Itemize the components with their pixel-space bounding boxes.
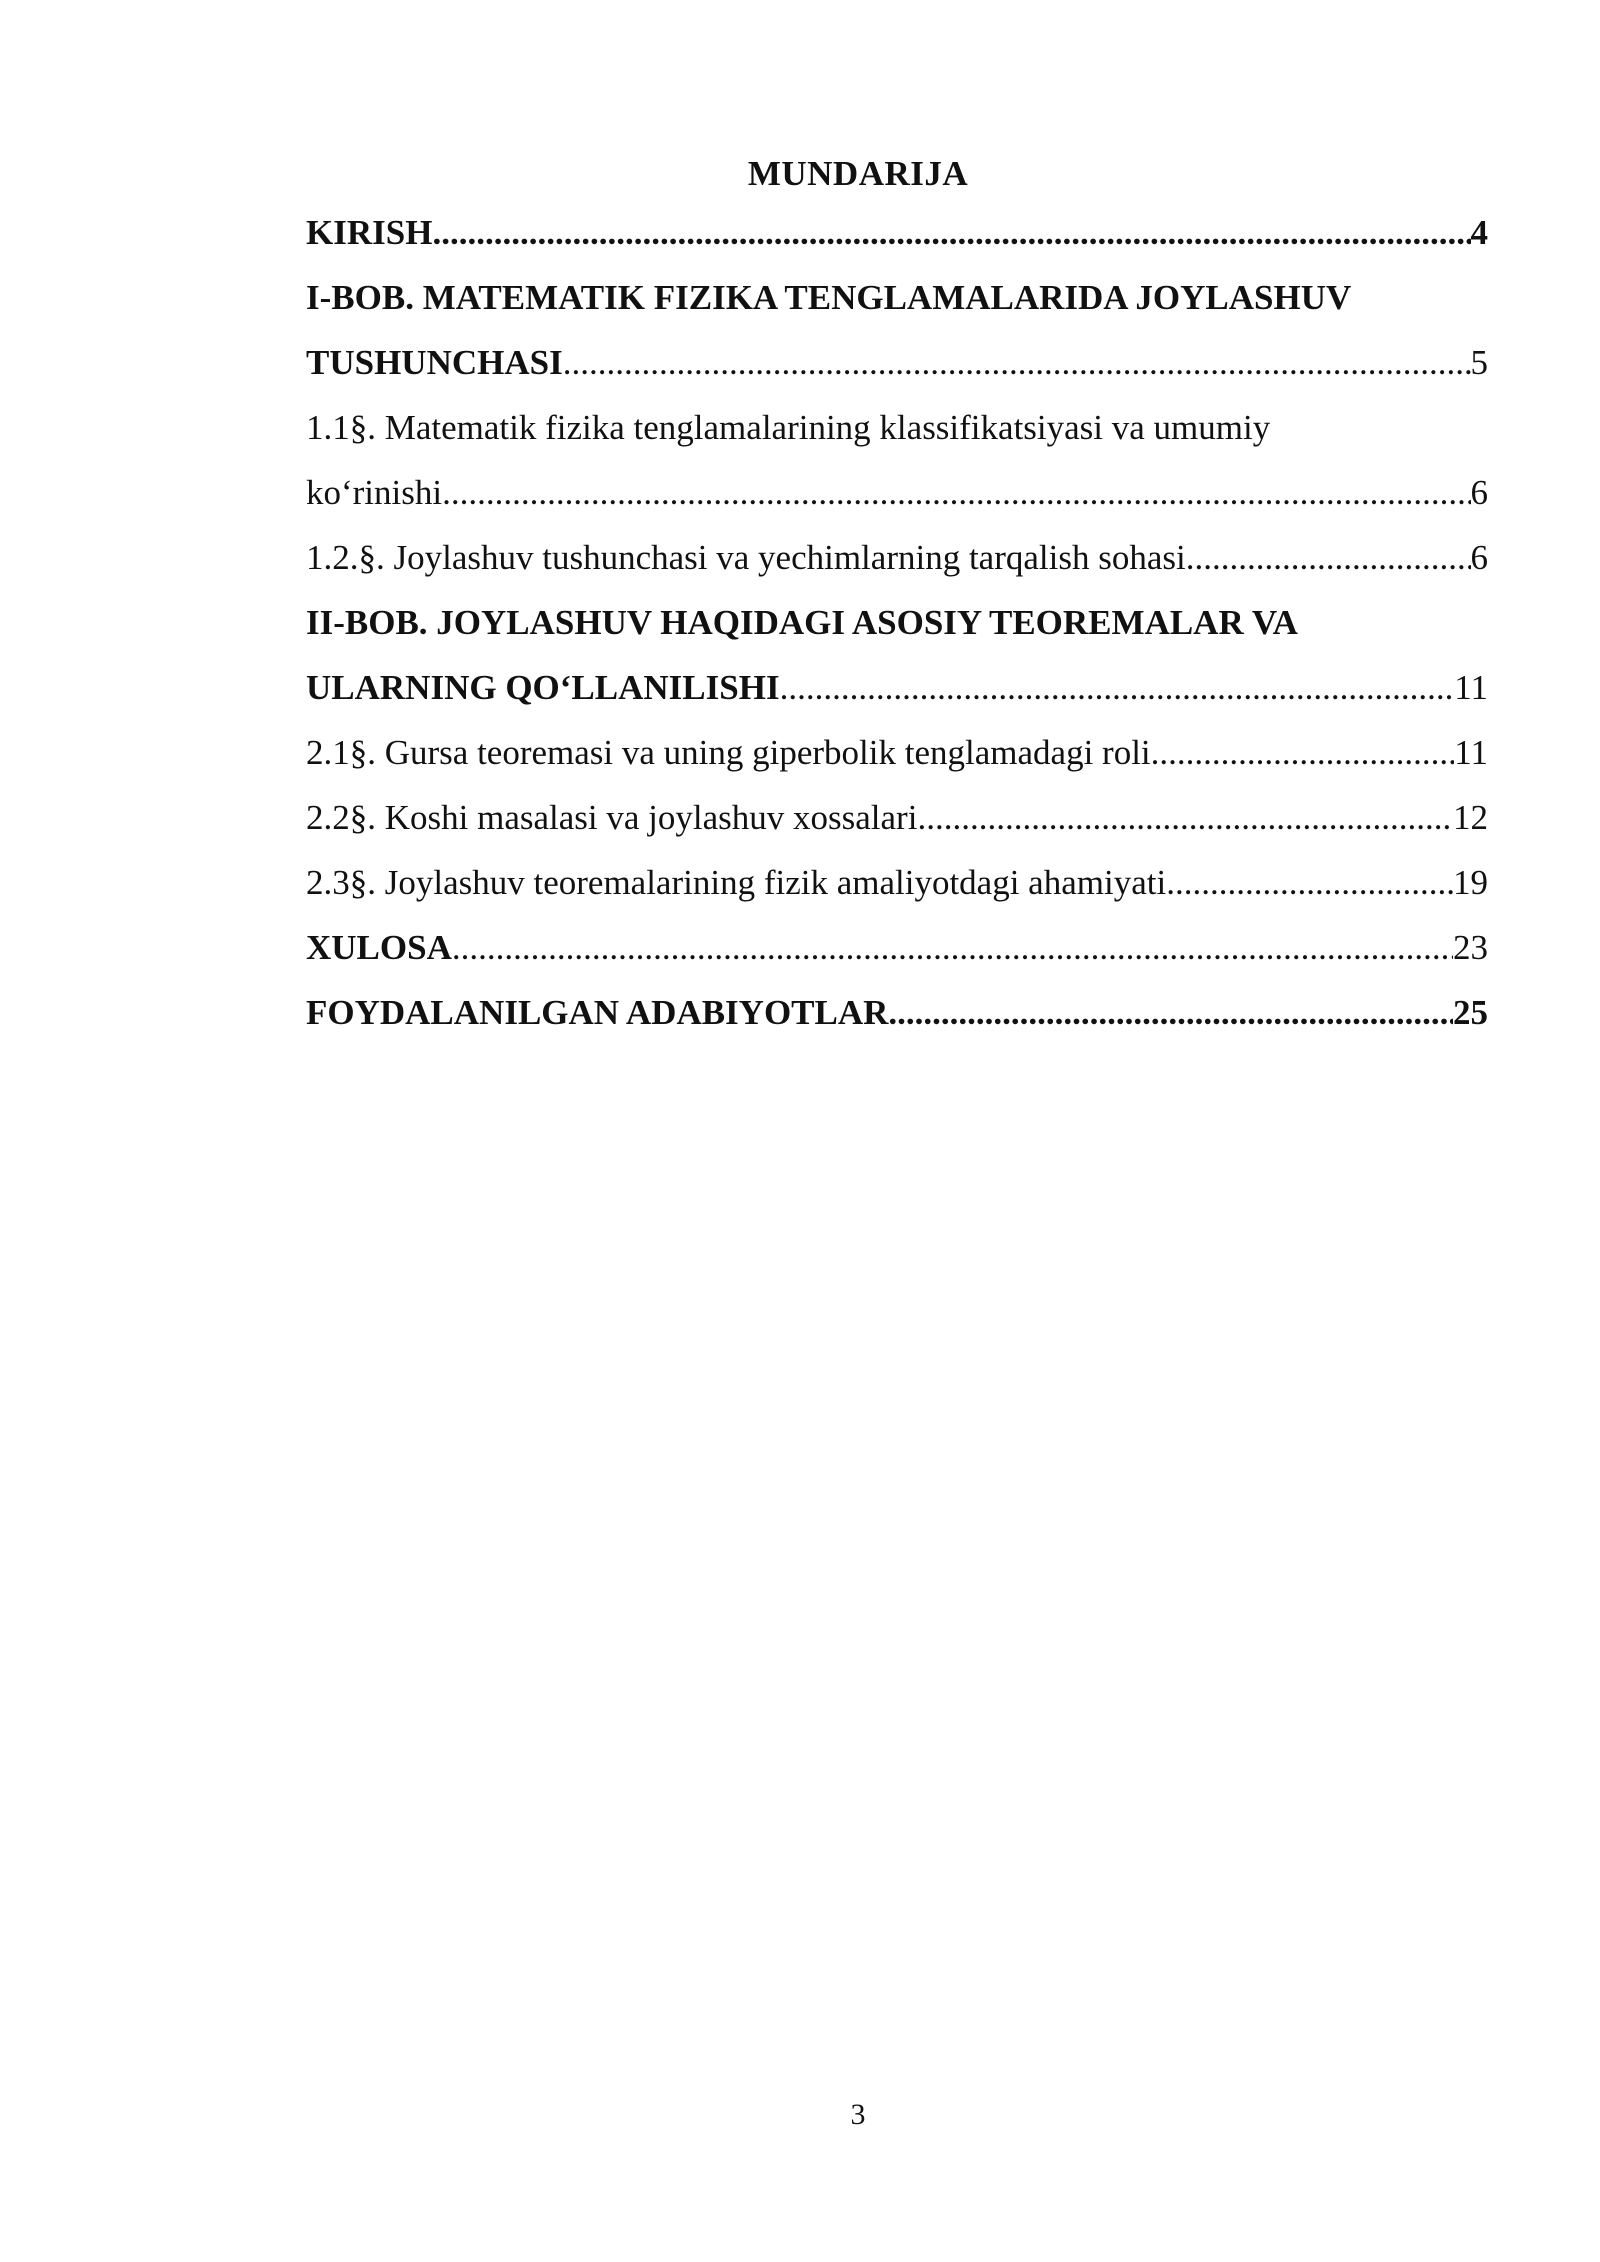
toc-leader-dots: [452, 915, 1453, 980]
toc-entry-references[interactable]: [306, 980, 1488, 1045]
toc-entry-text: 1.2.§. Joylashuv tushunchasi va yechimlarning tarqalish sohasi: [306, 538, 1186, 577]
toc-entry-chapter-1-line1[interactable]: [306, 265, 1488, 330]
toc-entry-text: 1.1§. Matematik fizika tenglamalarining klassifikatsiyasi va umumiy: [306, 408, 1271, 447]
toc-leader-dots: [780, 655, 1455, 720]
toc-entry-text: II-BOB. JOYLASHUV HAQIDAGI ASOSIY TEOREMALAR VA: [306, 603, 1298, 642]
toc-entry-text: 2.2§. Koshi masalasi va joylashuv xossalari: [306, 798, 918, 837]
toc-entry-text: TUSHUNCHASI: [306, 343, 563, 382]
page-number: 3: [850, 2098, 866, 2131]
toc-entry-page: 19: [1453, 863, 1488, 902]
toc-entry-page: 25: [1453, 993, 1488, 1032]
toc-leader-dots: [432, 200, 1470, 265]
toc-entry-text: XULOSA: [306, 928, 452, 967]
toc-entry-section-1-2[interactable]: [306, 525, 1488, 590]
toc-entry-kirish[interactable]: [306, 200, 1488, 265]
toc-entry-page: 5: [1470, 343, 1488, 382]
toc-leader-dots: [563, 330, 1471, 395]
toc-entry-page: 23: [1453, 928, 1488, 967]
toc-entry-page: 11: [1454, 668, 1488, 707]
toc-entry-page: 11: [1454, 733, 1488, 772]
toc-entry-section-1-1-line1[interactable]: [306, 395, 1488, 460]
toc-entry-section-2-2[interactable]: [306, 785, 1488, 850]
toc-leader-dots: [442, 460, 1470, 525]
toc-entry-section-1-1[interactable]: [306, 460, 1488, 525]
toc-title: MUNDARIJA: [747, 154, 969, 193]
toc-entry-text: ULARNING QO‘LLANILISHI: [306, 668, 780, 707]
table-of-contents: [306, 200, 1488, 1045]
toc-entry-chapter-2[interactable]: [306, 655, 1488, 720]
toc-leader-dots: [1186, 525, 1471, 590]
toc-entry-chapter-1[interactable]: [306, 330, 1488, 395]
toc-entry-chapter-2-line1[interactable]: [306, 590, 1488, 655]
toc-entry-text: I-BOB. MATEMATIK FIZIKA TENGLAMALARIDA JOYLASHUV: [306, 278, 1352, 317]
toc-entry-text: 2.1§. Gursa teoremasi va uning giperbolik tenglamadagi roli: [306, 733, 1151, 772]
toc-entry-page: 6: [1470, 473, 1488, 512]
toc-leader-dots: [1151, 720, 1455, 785]
toc-entry-text: ko‘rinishi: [306, 473, 443, 512]
toc-entry-section-2-3[interactable]: [306, 850, 1488, 915]
toc-entry-text: 2.3§. Joylashuv teoremalarining fizik amaliyotdagi ahamiyati: [306, 863, 1167, 902]
toc-entry-text: FOYDALANILGAN ADABIYOTLAR: [306, 993, 889, 1032]
toc-entry-text: KIRISH: [306, 213, 433, 252]
toc-entry-page: 12: [1453, 798, 1488, 837]
toc-entry-page: 4: [1470, 213, 1488, 252]
toc-entry-page: 6: [1470, 538, 1488, 577]
toc-leader-dots: [888, 980, 1453, 1045]
toc-leader-dots: [1166, 850, 1453, 915]
toc-entry-section-2-1[interactable]: [306, 720, 1488, 785]
toc-leader-dots: [917, 785, 1453, 850]
toc-entry-xulosa[interactable]: [306, 915, 1488, 980]
